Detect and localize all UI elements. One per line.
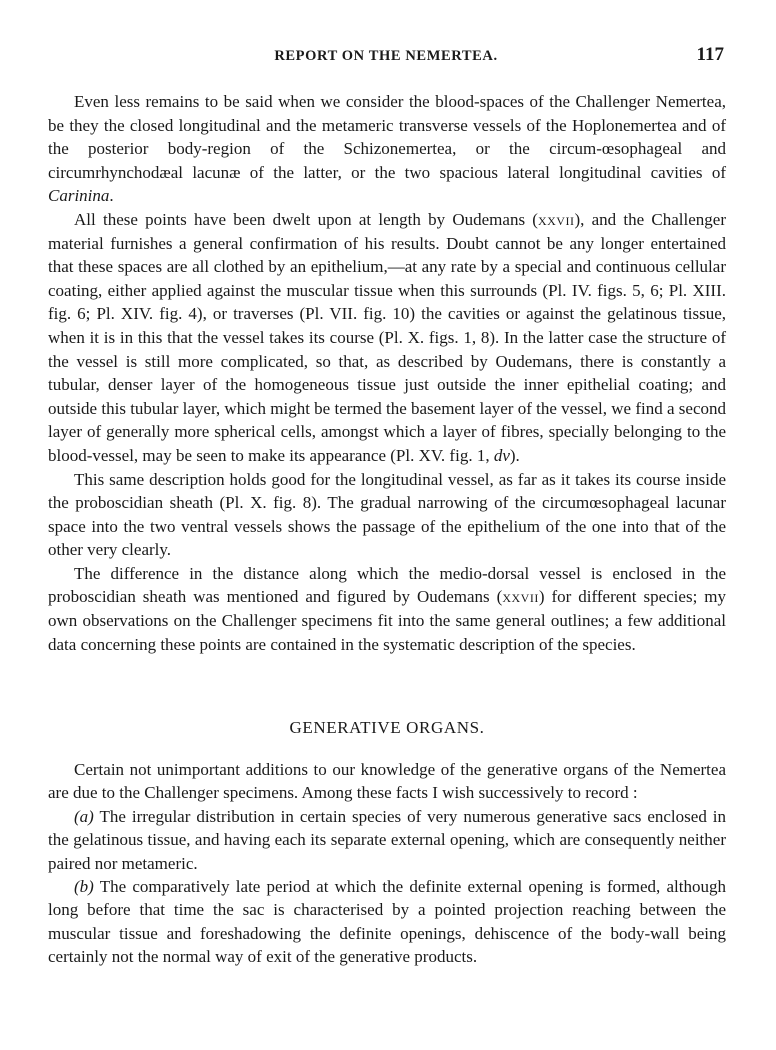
italic-figure-label: dv [493, 445, 510, 465]
paragraph-text: Even less remains to be said when we consider the blood-spaces of the Challenger Nemertea, be they the closed longitudinal and the metameric transverse vessels of the Hoplonemertea and of the posterior body-region of the Schizonemertea, or the circum-œsophageal and circumrhynchodæal lacunæ of the latter, or the two spacious lateral longitudinal cavities of [48, 92, 726, 182]
paragraph-item-a [48, 805, 726, 875]
paragraph-text: The comparatively late period at which the definite external opening is formed, although long before that time the sac is characterised by a pointed projection reaching between the muscular tissue and foreshadowing the definite openings, dehiscence of the body-wall being certainly not the normal way of exit of the generative products. [48, 877, 726, 967]
paragraph-text: ), and the Challenger material furnishes a general confirmation of his results. Doubt cannot be any longer entertained that these spaces are all clothed by an epithelium,—at any rate by a special and continuous cellular coating, either applied against the muscular tissue when this surrounds (Pl. IV. figs. 5, 6; Pl. XIII. fig. 6; Pl. XIV. fig. 4), or traverses (Pl. VII. fig. 10) the cavities or against the gelatinous tissue, when it is in this that the vessel takes its course (Pl. X. figs. 1, 8). In the latter case the structure of the vessel is still more complicated, so that, as described by Oudemans, there is constantly a tubular, denser layer of the homogeneous tissue just outside the inner epithelial coating; and outside this tubular layer, which might be termed the basement layer of the vessel, we find a second layer of generally more spherical cells, amongst which a layer of fibres, specially belonging to the blood-vessel, may be seen to make its appearance (Pl. XV. fig. 1, [48, 209, 727, 465]
page-number: 117 [696, 44, 724, 65]
paragraph-text: Certain not unimportant additions to our knowledge of the generative organs of the Nemertea are due to the Challenger specimens. Among these facts I wish successively to record : [48, 760, 726, 803]
section-body-text [48, 758, 726, 969]
list-marker: (b) [74, 877, 94, 897]
paragraph-text: ). [509, 445, 520, 465]
paragraph-longitudinal-vessel [48, 468, 726, 562]
reference-numeral: xxvii [502, 587, 539, 607]
italic-genus-name: Carinina [48, 186, 110, 206]
paragraph-blood-spaces [48, 90, 726, 208]
section-heading: GENERATIVE ORGANS. [289, 718, 485, 737]
body-text [48, 90, 726, 656]
paragraph-text: The difference in the distance along which the medio-dorsal vessel is enclosed in the proboscidian sheath was mentioned and figured by Oudemans ( [48, 563, 726, 607]
paragraph-text: The irregular distribution in certain species of very numerous generative sacs enclosed in the gelatinous tissue, and having each its separate external opening, which are consequently neither paired nor metameric. [48, 806, 726, 873]
paragraph-text: . [109, 186, 114, 206]
running-header [48, 44, 724, 68]
paragraph-item-b [48, 875, 726, 969]
paragraph-generative-intro [48, 758, 726, 805]
list-marker: (a) [74, 806, 94, 826]
reference-numeral: xxvii [537, 209, 575, 229]
paragraph-medio-dorsal [48, 562, 726, 656]
paragraph-oudemans [48, 208, 726, 468]
paragraph-text: This same description holds good for the longitudinal vessel, as far as it takes its course inside the proboscidian sheath (Pl. X. fig. 8). The gradual narrowing of the circumœsophageal lacunar space into the two ventral vessels shows the passage of the epithelium of the one into that of the other very clearly. [48, 469, 726, 560]
running-title: REPORT ON THE NEMERTEA. [274, 48, 498, 64]
paragraph-text: ) for different species; my own observations on the Challenger specimens fit into the same general outlines; a few additional data concerning these points are contained in the systematic description of the species. [48, 587, 726, 654]
paragraph-text: All these points have been dwelt upon at length by Oudemans ( [74, 209, 538, 229]
